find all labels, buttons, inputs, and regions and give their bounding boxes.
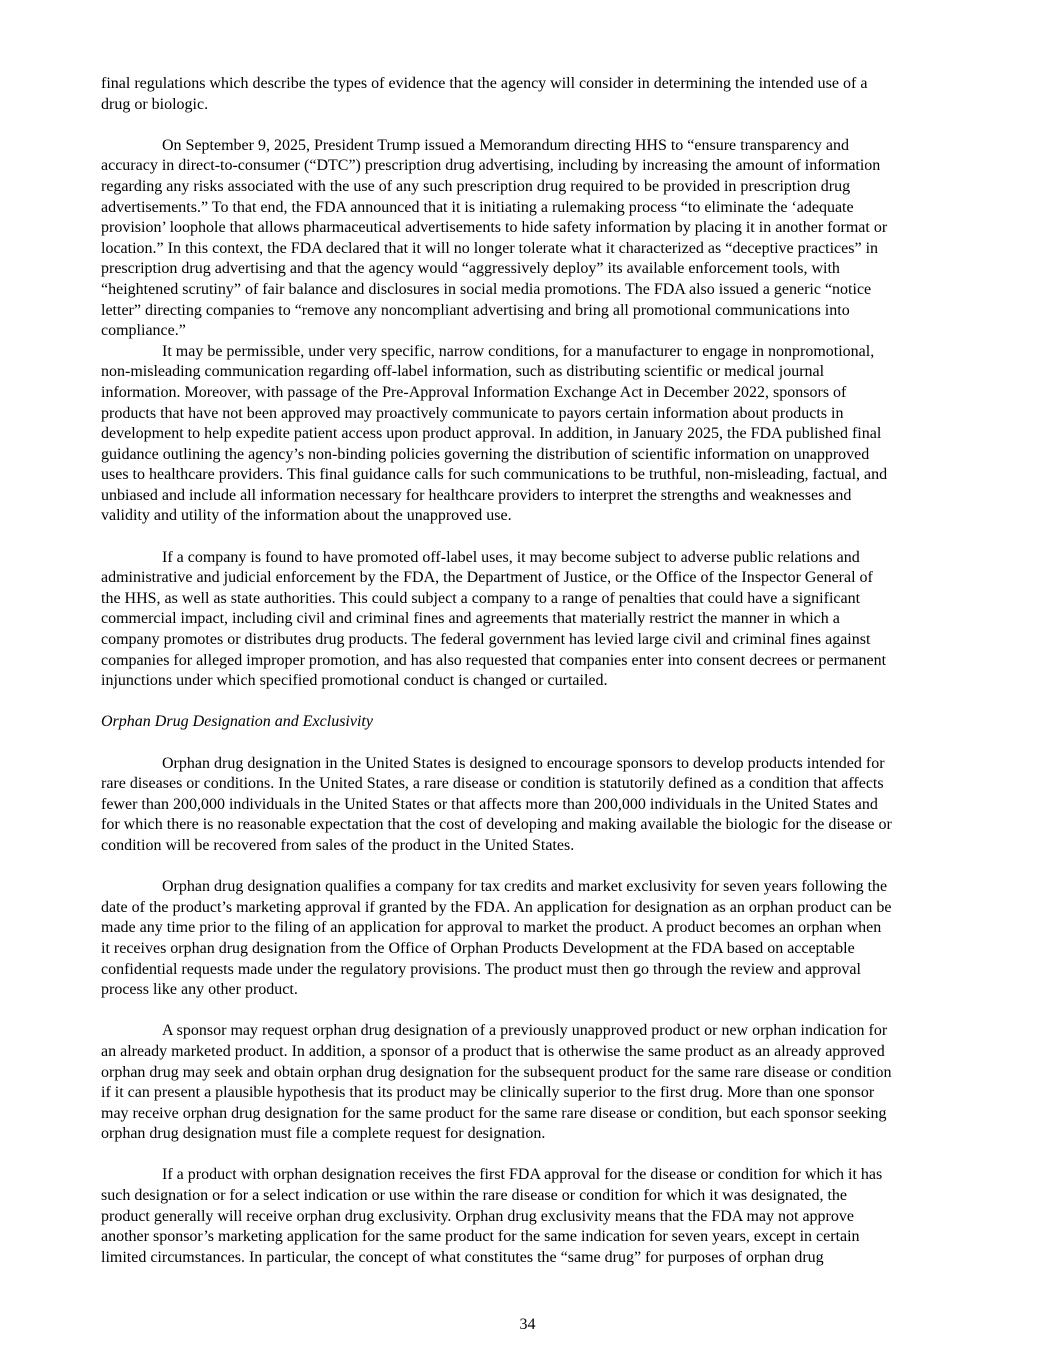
paragraph-dtc-memorandum bbox=[101, 136, 961, 342]
text-line: provision’ loophole that allows pharmaceutical advertisements to hide safety information by placing it in another format or bbox=[101, 219, 888, 237]
text-line: drug or biologic. bbox=[101, 95, 209, 113]
text-line: may receive orphan drug designation for the same product for the same rare disease or condition, but each sponsor seeking bbox=[101, 1104, 887, 1122]
text-line: an already marketed product. In addition, a sponsor of a product that is otherwise the same product as an already approved bbox=[101, 1042, 885, 1060]
text-line: orphan drug may seek and obtain orphan drug designation for the subsequent product for the same rare disease or condition bbox=[101, 1063, 892, 1081]
text-line: Orphan drug designation in the United States is designed to encourage sponsors to develop products intended for bbox=[162, 754, 885, 772]
text-line: orphan drug designation must file a complete request for designation. bbox=[101, 1125, 546, 1143]
text-line: for which there is no reasonable expectation that the cost of developing and making available the biologic for the disease or bbox=[101, 816, 892, 834]
text-line: rare diseases or conditions. In the United States, a rare disease or condition is statutorily defined as a condition that affects bbox=[101, 775, 884, 793]
text-line: if it can present a plausible hypothesis that its product may be clinically superior to the first drug. More than one sponsor bbox=[101, 1084, 875, 1102]
paragraph-intended-use bbox=[101, 74, 961, 115]
text-line: If a product with orphan designation receives the first FDA approval for the disease or condition for which it has bbox=[162, 1166, 883, 1184]
text-line: location.” In this context, the FDA declared that it will no longer tolerate what it characterized as “deceptive practices” in bbox=[101, 239, 879, 257]
text-line: advertisements.” To that end, the FDA announced that it is initiating a rulemaking process “to eliminate the ‘adequate bbox=[101, 198, 854, 216]
text-line: compliance.” bbox=[101, 322, 186, 340]
text-line: It may be permissible, under very specific, narrow conditions, for a manufacturer to engage in nonpromotional, bbox=[162, 342, 875, 360]
paragraph-orphan-exclusivity bbox=[101, 1165, 961, 1268]
text-line: administrative and judicial enforcement by the FDA, the Department of Justice, or the Office of the Inspector General of bbox=[101, 569, 873, 587]
text-line: another sponsor’s marketing application for the same product for the same indication for seven years, except in certain bbox=[101, 1228, 860, 1246]
text-line: limited circumstances. In particular, the concept of what constitutes the “same drug” for purposes of orphan drug bbox=[101, 1248, 824, 1266]
text-line: If a company is found to have promoted off-label uses, it may become subject to adverse public relations and bbox=[162, 548, 860, 566]
text-line: A sponsor may request orphan drug designation of a previously unapproved product or new orphan indication for bbox=[162, 1022, 888, 1040]
text-line: fewer than 200,000 individuals in the United States or that affects more than 200,000 individuals in the United States and bbox=[101, 795, 878, 813]
page-number: 34 bbox=[519, 1316, 536, 1333]
text-line: condition will be recovered from sales of the product in the United States. bbox=[101, 836, 575, 854]
paragraph-orphan-request bbox=[101, 1021, 961, 1145]
text-line: letter” directing companies to “remove any noncompliant advertising and bring all promotional communications into bbox=[101, 301, 850, 319]
text-line: companies for alleged improper promotion, and has also requested that companies enter into consent decrees or permanent bbox=[101, 651, 887, 669]
text-line: commercial impact, including civil and criminal fines and agreements that materially restrict the manner in which a bbox=[101, 610, 840, 628]
document-page bbox=[101, 74, 961, 1289]
text-line: product generally will receive orphan drug exclusivity. Orphan drug exclusivity means that the FDA may not approve bbox=[101, 1207, 854, 1225]
paragraph-off-label-communication bbox=[101, 342, 961, 527]
paragraph-off-label-enforcement bbox=[101, 548, 961, 692]
text-line: company promotes or distributes drug products. The federal government has levied large civil and criminal fines against bbox=[101, 631, 871, 649]
text-line: date of the product’s marketing approval if granted by the FDA. An application for designation as an orphan product can be bbox=[101, 898, 892, 916]
text-line: non-misleading communication regarding off-label information, such as distributing scientific or medical journal bbox=[101, 363, 825, 381]
text-line: Orphan drug designation qualifies a company for tax credits and market exclusivity for seven years following the bbox=[162, 878, 888, 896]
text-line: injunctions under which specified promotional conduct is changed or curtailed. bbox=[101, 672, 608, 690]
text-line: such designation or for a select indication or use within the rare disease or condition for which it was designated, the bbox=[101, 1187, 848, 1205]
text-line: final regulations which describe the types of evidence that the agency will consider in determining the intended use of a bbox=[101, 75, 868, 92]
text-line: accuracy in direct-to-consumer (“DTC”) prescription drug advertising, including by increasing the amount of information bbox=[101, 157, 881, 175]
text-line: products that have not been approved may proactively communicate to payors certain information about products in bbox=[101, 404, 844, 422]
text-line: regarding any risks associated with the use of any such prescription drug required to be provided in prescription drug bbox=[101, 177, 851, 195]
text-line: the HHS, as well as state authorities. This could subject a company to a range of penalties that could have a significant bbox=[101, 589, 861, 607]
paragraph-orphan-definition bbox=[101, 754, 961, 857]
text-line: unbiased and include all information necessary for healthcare providers to interpret the strengths and weaknesses and bbox=[101, 486, 852, 504]
text-line: validity and utility of the information about the unapproved use. bbox=[101, 507, 512, 525]
text-line: made any time prior to the filing of an application for approval to market the product. A product becomes an orphan when bbox=[101, 919, 882, 937]
paragraph-orphan-benefits bbox=[101, 877, 961, 1001]
text-line: it receives orphan drug designation from the Office of Orphan Products Development at the FDA based on acceptable bbox=[101, 939, 855, 957]
text-line: “heightened scrutiny” of fair balance and disclosures in social media promotions. The FDA also issued a generic “notice bbox=[101, 280, 872, 298]
text-line: uses to healthcare providers. This final guidance calls for such communications to be truthful, non-misleading, factual, and bbox=[101, 466, 888, 484]
section-heading-orphan-drug: Orphan Drug Designation and Exclusivity bbox=[101, 713, 373, 731]
text-line: information. Moreover, with passage of the Pre-Approval Information Exchange Act in December 2022, sponsors of bbox=[101, 383, 847, 401]
text-line: development to help expedite patient access upon product approval. In addition, in January 2025, the FDA published final bbox=[101, 425, 882, 443]
text-line: guidance outlining the agency’s non-binding policies governing the distribution of scientific information on unapproved bbox=[101, 445, 870, 463]
text-line: process like any other product. bbox=[101, 981, 298, 999]
text-line: On September 9, 2025, President Trump issued a Memorandum directing HHS to “ensure transparency and bbox=[162, 136, 849, 154]
text-line: prescription drug advertising and that the agency would “aggressively deploy” its available enforcement tools, with bbox=[101, 260, 840, 278]
text-line: confidential requests made under the regulatory provisions. The product must then go through the review and approval bbox=[101, 960, 861, 978]
